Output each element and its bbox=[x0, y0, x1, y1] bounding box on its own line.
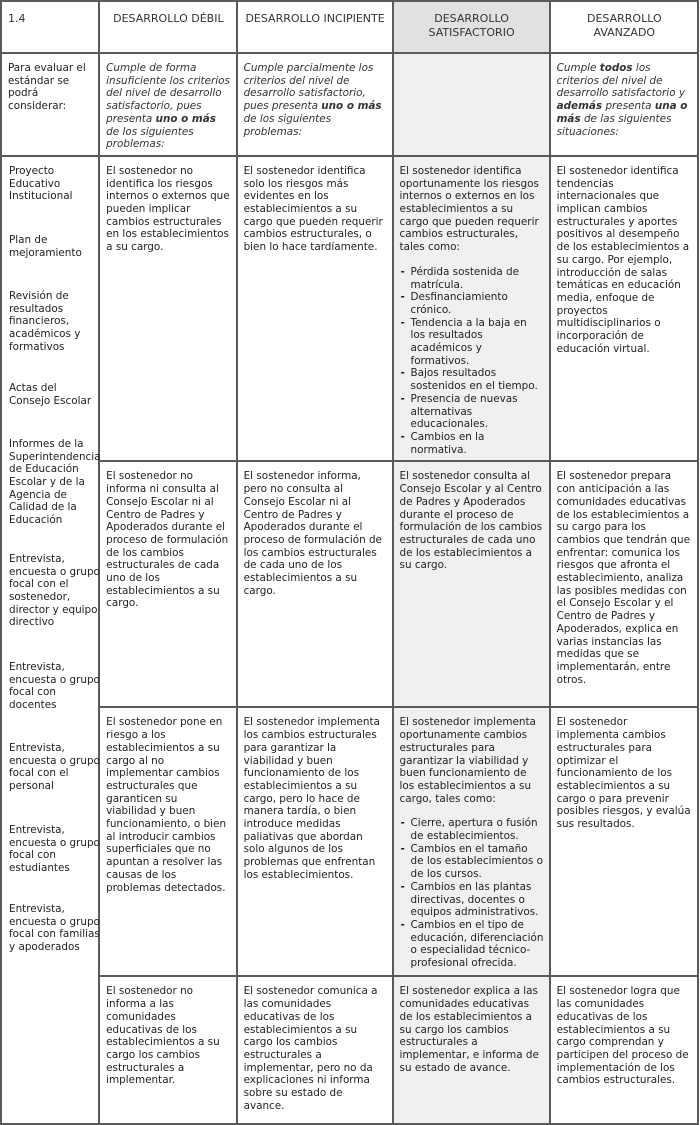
list-item: - Presencia de nuevas alternativas educacionales. bbox=[400, 393, 544, 431]
source-item: Plan de mejoramiento bbox=[9, 233, 82, 259]
list-item: - Tendencia a la baja en los resultados académicos y formativos. bbox=[400, 317, 544, 368]
source-item: Revisión de resultados financieros, académicos y formativos bbox=[9, 289, 81, 353]
source-item: Entrevista, encuesta o grupo focal con el sostenedor, director y equipo directivo bbox=[9, 552, 100, 629]
list-item: - Bajos resultados sostenidos en el tiempo. bbox=[400, 367, 544, 392]
table-row bbox=[1, 976, 698, 1124]
level-debil-header: DESARROLLO DÉBIL bbox=[99, 1, 236, 53]
source-item: Entrevista, encuesta o grupo focal con docentes bbox=[9, 660, 100, 712]
criteria-list bbox=[400, 817, 544, 969]
table-row bbox=[1, 707, 698, 976]
list-item: - Cambios en el tipo de educación, diferenciación o especialidad técnico-profesional ofrecida. bbox=[400, 919, 544, 970]
cell-incipiente: El sostenedor identifica solo los riesgos más evidentes en los establecimientos a su cargo que pueden requerir cambios estructurales, o bien lo hace tardíamente. bbox=[237, 156, 393, 461]
header-row bbox=[1, 1, 698, 53]
source-item: Entrevista, encuesta o grupo focal con el personal bbox=[9, 741, 100, 793]
source-item: Informes de la Superintendencia de Educación Escolar y de la Agencia de Calidad de la Educación bbox=[9, 437, 101, 527]
cell-debil: El sostenedor pone en riesgo a los establecimientos a su cargo al no implementar cambios estructurales que garanticen su viabilidad y buen funcionamiento, o bien al introducir cambios superficiales que no apuntan a resolver las causas de los problemas detectados. bbox=[99, 707, 236, 976]
list-item: - Cambios en las plantas directivas, docentes o equipos administrativos. bbox=[400, 881, 544, 919]
level-avanzado-header: DESARROLLO AVANZADO bbox=[550, 1, 698, 53]
intro-row bbox=[1, 53, 698, 156]
level-satisfactorio-header: DESARROLLO SATISFACTORIO bbox=[393, 1, 550, 53]
intro-avanzado: Cumple todos los criterios del nivel de desarrollo satisfactorio y además presenta una o más de las siguientes situaciones: bbox=[550, 53, 698, 156]
cell-avanzado: El sostenedor prepara con anticipación a las comunidades educativas de los establecimientos a su cargo para los cambios que tendrán que enfrentar: comunica los riesgos que afronta el establecimiento, analiza las posibles medidas con el Consejo Escolar y el Centro de Padres y Apoderados, explica en varias instancias las medidas que se implementarán, entre otros. bbox=[550, 461, 698, 707]
intro-incipiente: Cumple parcialmente los criterios del nivel de desarrollo satisfactorio, pues presenta uno o más de los siguientes problemas: bbox=[237, 53, 393, 156]
cell-avanzado: El sostenedor implementa cambios estructurales para optimizar el funcionamiento de los establecimientos a su cargo o para prevenir posibles riesgos, y evalúa sus resultados. bbox=[550, 707, 698, 976]
cell-debil: El sostenedor no informa ni consulta al Consejo Escolar ni al Centro de Padres y Apoderados durante el proceso de formulación de los cambios estructurales de cada uno de los establecimientos a su cargo. bbox=[99, 461, 236, 707]
cell-satisfactorio: El sostenedor implementa oportunamente cambios estructurales para garantizar la viabilidad y buen funcionamiento de los establecimientos a su cargo, tales como: - Cierre, apertura o fusión de establecimientos. - Cambios en el tamaño de los establecimientos o de los cursos. - Cambios en las plantas directivas, docentes o equipos administrativos. - Cambios en el tipo de educación, diferenciación o especialidad técnico-profesional ofrecida. bbox=[393, 707, 550, 976]
cell-avanzado: El sostenedor identifica tendencias internacionales que implican cambios estructurales y aportes positivos al desempeño de los establecimientos a su cargo. Por ejemplo, introducción de salas temáticas en educación media, enfoque de proyectos multidisciplinarios o incorporación de educación virtual. bbox=[550, 156, 698, 461]
cell-satisfactorio: El sostenedor consulta al Consejo Escolar y al Centro de Padres y Apoderados durante el proceso de formulación de los cambios estructurales de cada uno de los establecimientos a su cargo. bbox=[393, 461, 550, 707]
source-item: Entrevista, encuesta o grupo focal con familias y apoderados bbox=[9, 902, 100, 954]
table-row bbox=[1, 461, 698, 707]
evaluation-sources-label: Para evaluar el estándar se podrá considerar: bbox=[1, 53, 99, 156]
list-item: - Desfinanciamiento crónico. bbox=[400, 291, 544, 316]
criteria-list bbox=[400, 266, 544, 457]
cell-incipiente: El sostenedor comunica a las comunidades educativas de los establecimientos a su cargo los cambios estructurales a implementar, pero no da explicaciones ni informa sobre su estado de avance. bbox=[237, 976, 393, 1124]
evaluation-sources-list bbox=[1, 156, 99, 1124]
cell-satisfactorio: El sostenedor identifica oportunamente los riesgos internos o externos en los establecimientos a su cargo que pueden requerir cambios estructurales, tales como: - Pérdida sostenida de matrícula. - Desfinanciamiento crónico. - Tendencia a la baja en los resultados académicos y formativos. - Bajos resultados sostenidos en el tiempo. - Presencia de nuevas alternativas educacionales. - Cambios en la normativa. bbox=[393, 156, 550, 461]
list-item: - Cierre, apertura o fusión de establecimientos. bbox=[400, 817, 544, 842]
list-item: - Cambios en el tamaño de los establecimientos o de los cursos. bbox=[400, 843, 544, 881]
source-item: Entrevista, encuesta o grupo focal con estudiantes bbox=[9, 823, 100, 875]
list-item: - Cambios en la normativa. bbox=[400, 431, 544, 456]
cell-incipiente: El sostenedor implementa los cambios estructurales para garantizar la viabilidad y buen funcionamiento de los establecimientos a su cargo, pero lo hace de manera tardía, o bien introduce medidas paliativas que abordan solo algunos de los problemas que enfrentan los establecimientos. bbox=[237, 707, 393, 976]
intro-satisfactorio bbox=[393, 53, 550, 156]
cell-debil: El sostenedor no informa a las comunidades educativas de los establecimientos a su cargo los cambios estructurales a implementar. bbox=[99, 976, 236, 1124]
cell-incipiente: El sostenedor informa, pero no consulta al Consejo Escolar ni al Centro de Padres y Apoderados durante el proceso de formulación de los cambios estructurales de cada uno de los establecimientos a su cargo. bbox=[237, 461, 393, 707]
standard-code: 1.4 bbox=[1, 1, 99, 53]
cell-avanzado: El sostenedor logra que las comunidades educativas de los establecimientos a su cargo comprendan y participen del proceso de implementación de los cambios estructurales. bbox=[550, 976, 698, 1124]
intro-debil: Cumple de forma insuficiente los criterios del nivel de desarrollo satisfactorio, pues presenta uno o más de los siguientes problemas: bbox=[99, 53, 236, 156]
list-item: - Pérdida sostenida de matrícula. bbox=[400, 266, 544, 291]
source-item: Actas del Consejo Escolar bbox=[9, 381, 92, 407]
cell-satisfactorio: El sostenedor explica a las comunidades educativas de los establecimientos a su cargo los cambios estructurales a implementar, e informa de su estado de avance. bbox=[393, 976, 550, 1124]
level-incipiente-header: DESARROLLO INCIPIENTE bbox=[237, 1, 393, 53]
source-item: Proyecto Educativo Institucional bbox=[9, 164, 73, 203]
table-row bbox=[1, 156, 698, 461]
cell-debil: El sostenedor no identifica los riesgos internos o externos que pueden implicar cambios estructurales en los establecimientos a su cargo. bbox=[99, 156, 236, 461]
